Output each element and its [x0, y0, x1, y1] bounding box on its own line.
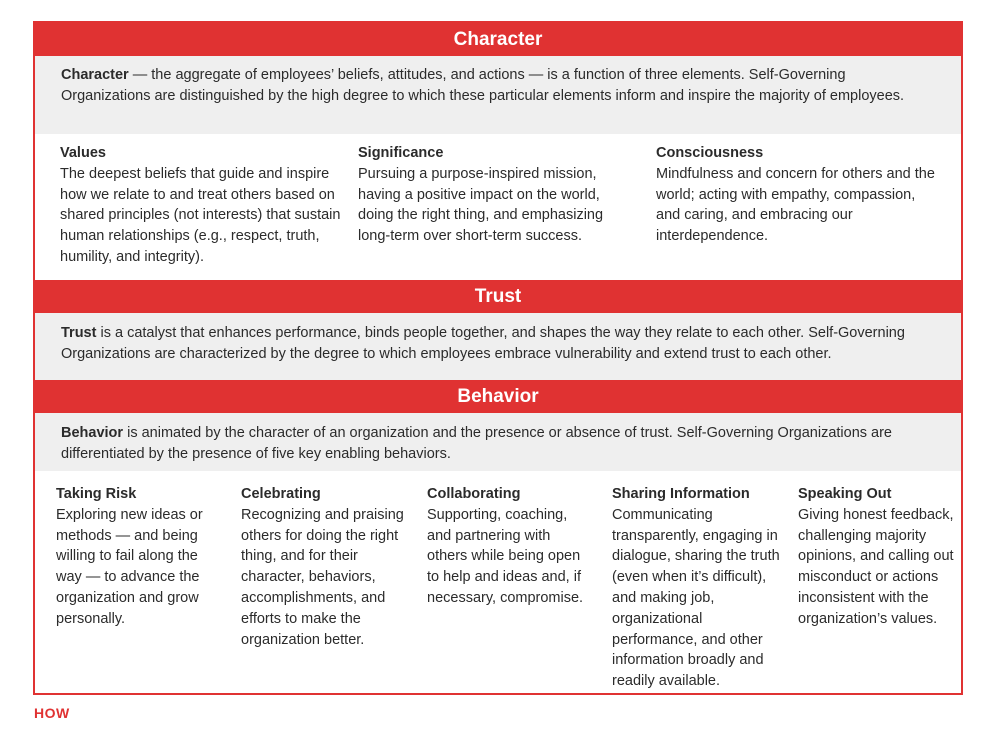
column-title: Taking Risk [56, 486, 137, 502]
behavior-intro-text: is animated by the character of an organization and the presence or absence of trust. Self-Governing Organizations are differentiated by the presence of five key enabling behaviors. [61, 425, 893, 462]
column-body: Exploring new ideas or methods — and being willing to fail along the way — to advance the organization and grow personally. [56, 506, 203, 627]
column-title: Significance [358, 145, 444, 161]
behavior-column-celebrating [241, 484, 407, 650]
trust-intro [35, 313, 961, 380]
framework-table [33, 21, 963, 695]
column-title: Speaking Out [798, 486, 892, 502]
character-intro [35, 56, 961, 134]
column-body: Communicating transparently, engaging in dialogue, sharing the truth (even when it’s difficult), and making job, organizational performance, and other information broadly and readily available. [612, 506, 780, 690]
column-body: Recognizing and praising others for doing the right thing, and for their character, behaviors, accomplishments, and efforts to make the organization better. [241, 506, 404, 648]
column-title: Sharing Information [612, 486, 750, 502]
trust-intro-term: Trust [61, 325, 97, 341]
behavior-intro-term: Behavior [61, 425, 124, 441]
behavior-intro [35, 413, 961, 471]
column-body: Pursuing a purpose-inspired mission, having a positive impact on the world, doing the right thing, and emphasizing long-term over short-term success. [358, 165, 604, 245]
column-title: Consciousness [656, 145, 764, 161]
column-body: The deepest beliefs that guide and inspire how we relate to and treat others based on shared principles (not interests) that sustain human relationships (e.g., respect, truth, humility, and integrity). [60, 165, 341, 265]
trust-header: Trust [35, 280, 961, 313]
behavior-header: Behavior [35, 380, 961, 413]
column-body: Supporting, coaching, and partnering with others while being open to help and ideas and, if necessary, compromise. [427, 506, 584, 606]
column-title: Celebrating [241, 486, 321, 502]
column-body: Mindfulness and concern for others and the world; acting with empathy, compassion, and caring, and embracing our interdependence. [656, 165, 935, 245]
behavior-column-speaking-out [798, 484, 958, 630]
character-column-values [60, 143, 348, 268]
column-title: Collaborating [427, 486, 521, 502]
trust-intro-text: is a catalyst that enhances performance, binds people together, and shapes the way they relate to each other. Self-Governing Organizations are characterized by the degree to which employees embrace vulnerability and extend trust to each other. [61, 325, 905, 362]
character-column-consciousness [656, 143, 938, 247]
column-title: Values [60, 145, 106, 161]
character-intro-term: Character [61, 67, 129, 83]
brand-logo: HOW [34, 705, 70, 721]
column-body: Giving honest feedback, challenging majority opinions, and calling out misconduct or actions inconsistent with the organization’s values. [798, 506, 954, 627]
character-intro-text: — the aggregate of employees’ beliefs, attitudes, and actions — is a function of three elements. Self-Governing Organizations are distinguished by the high degree to which these particular elements inform and inspire the majority of employees. [61, 67, 905, 104]
behavior-column-sharing-information [612, 484, 782, 692]
character-column-significance [358, 143, 630, 247]
behavior-column-taking-risk [56, 484, 226, 630]
character-header: Character [35, 23, 961, 56]
behavior-column-collaborating [427, 484, 591, 609]
